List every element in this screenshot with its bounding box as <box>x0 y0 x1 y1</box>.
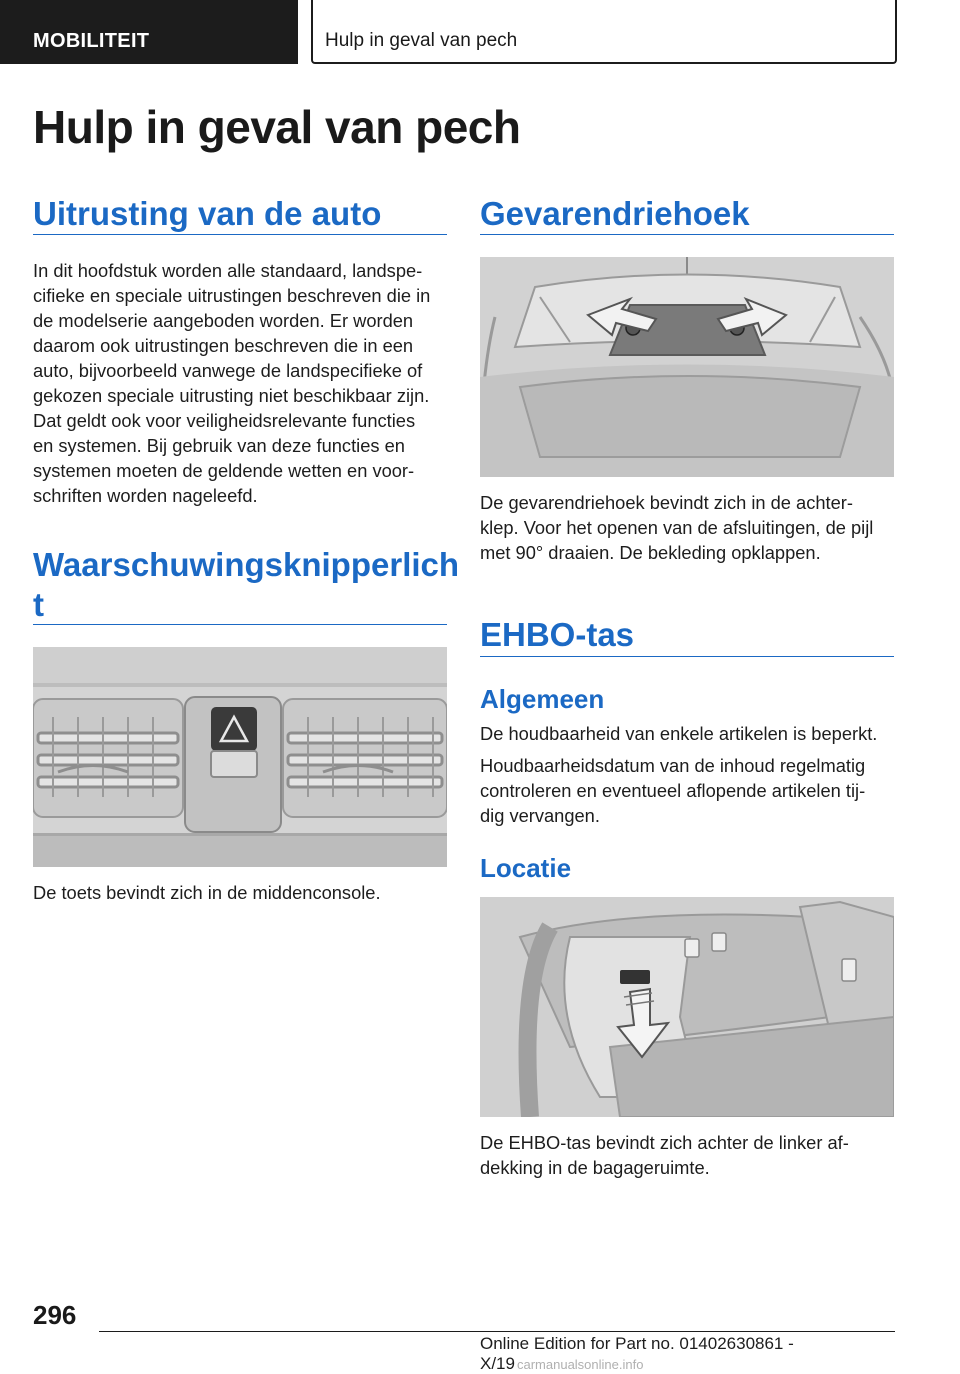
heading-rule <box>480 234 894 235</box>
heading-gevarendriehoek: Gevarendriehoek <box>480 195 750 232</box>
footer-edition: Online Edition for Part no. 01402630861 - X/19 carmanualsonline.info <box>480 1334 794 1373</box>
page-title: Hulp in geval van pech <box>33 101 521 153</box>
gevarendriehoek-paragraph: De gevarendriehoek bevindt zich in de achter- klep. Voor het openen van de afsluitingen, de pijl met 90° draaien. De bekleding opklappen. <box>480 492 874 563</box>
heading-rule <box>33 234 447 235</box>
heading-locatie: Locatie <box>480 853 572 883</box>
footer-rule <box>99 1331 895 1332</box>
algemeen-paragraph-2: Houdbaarheidsdatum van de inhoud regelmatig controleren en eventueel aflopende artikelen tij- dig vervangen. <box>480 755 866 826</box>
heading-rule <box>480 656 894 657</box>
heading-rule <box>33 624 447 625</box>
uitrusting-paragraph: In dit hoofdstuk worden alle standaard, landspe- cifieke en speciale uitrustingen beschreven die in de modelserie aangeboden worden. Er worden daarom ook uitrustingen beschreven die in een auto, bijvoorbeeld vanwege de landspecifieke of gekozen speciale uitrusting niet beschikbaar zijn. Dat geldt ook voor veiligheidsrelevante functies en systemen. Bij gebruik van deze functies en systemen moeten de geldende wetten en voor- schriften worden nageleefd. <box>33 260 431 506</box>
chapter-tab <box>311 0 897 64</box>
watermark: carmanualsonline.info <box>516 1357 644 1372</box>
chapter-label: Hulp in geval van pech <box>325 30 518 51</box>
heading-algemeen: Algemeen <box>480 684 605 714</box>
algemeen-paragraph-1: De houdbaarheid van enkele artikelen is beperkt. <box>480 723 878 744</box>
first-aid-location-illustration <box>480 897 894 1117</box>
warning-triangle-illustration <box>480 257 894 477</box>
heading-ehbo: EHBO-tas <box>480 616 635 653</box>
page-number: 296 <box>33 1300 77 1330</box>
locatie-paragraph: De EHBO-tas bevindt zich achter de linker af- dekking in de bagageruimte. <box>480 1132 849 1178</box>
heading-uitrusting: Uitrusting van de auto <box>33 195 382 232</box>
heading-knipperlicht: Waarschuwingsknipperlich t <box>33 546 460 623</box>
hazard-switch-illustration <box>33 647 447 867</box>
section-label: MOBILITEIT <box>33 30 150 52</box>
section-tab <box>0 0 298 64</box>
knipperlicht-caption: De toets bevindt zich in de middenconsole. <box>33 882 381 903</box>
